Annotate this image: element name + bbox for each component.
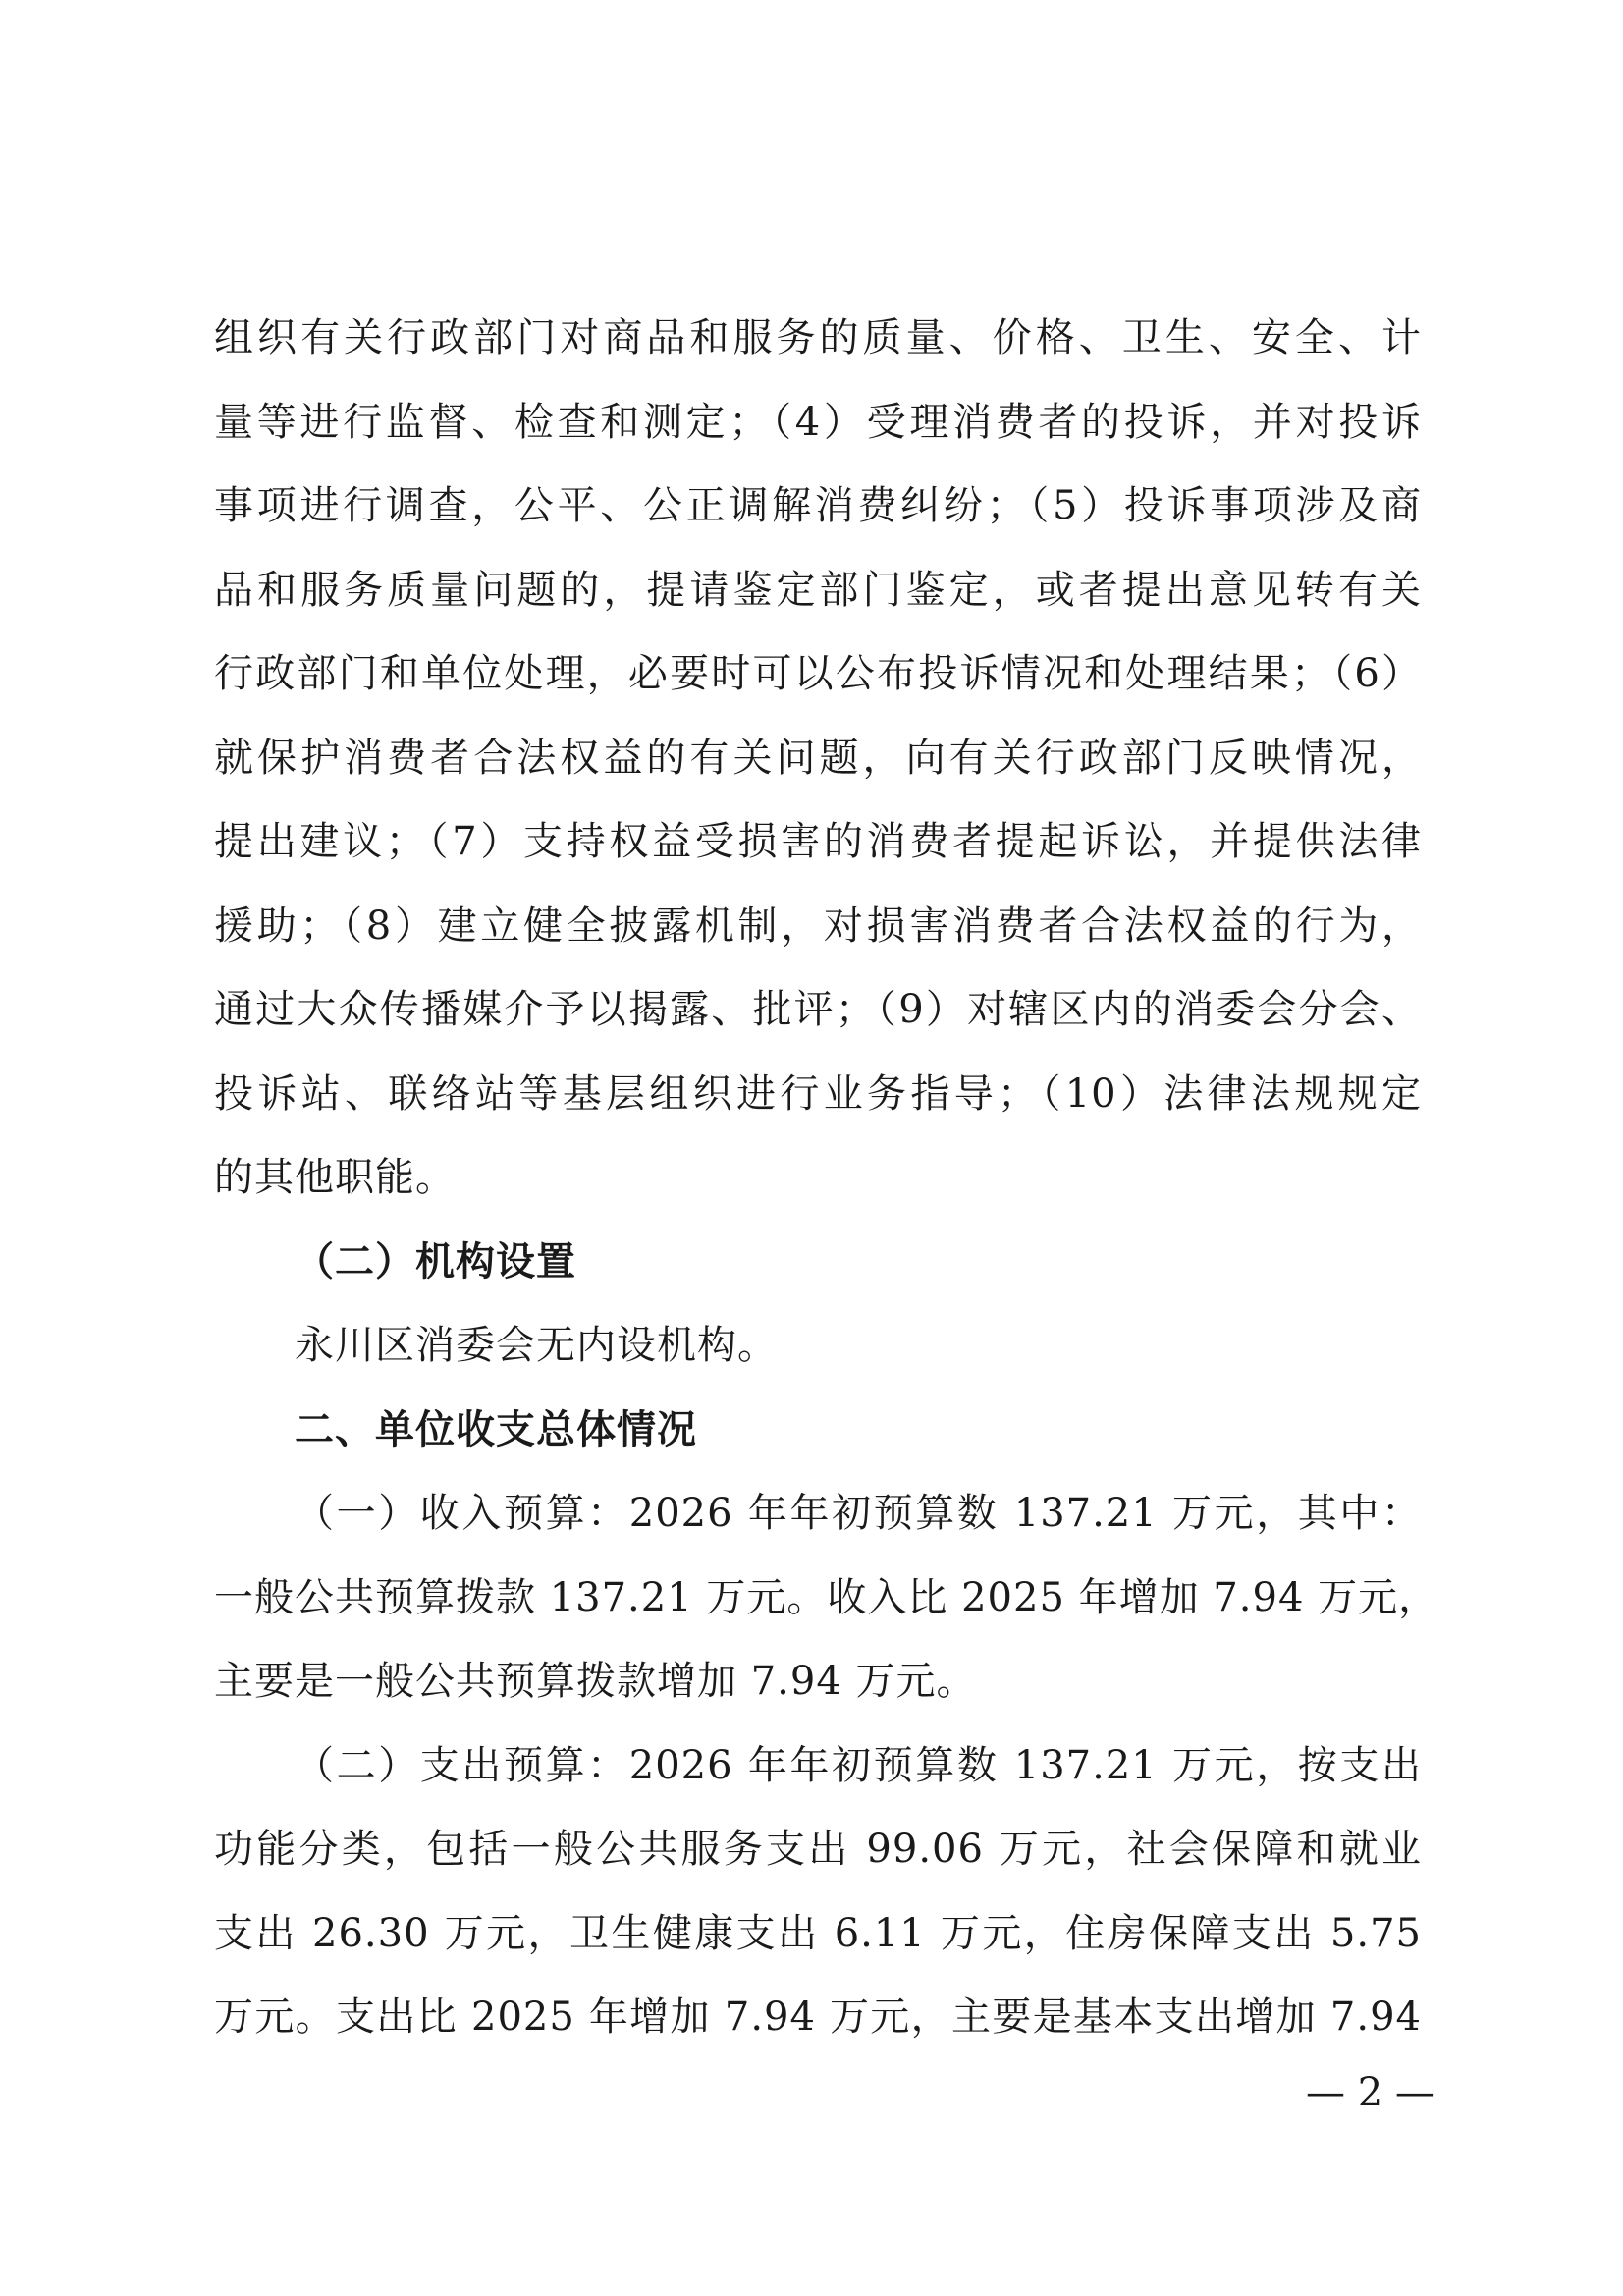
income-line-1: （一）收入预算：2026 年年初预算数 137.21 万元，其中：	[295, 1491, 1422, 1536]
income-line-3: 主要是一般公共预算拨款增加 7.94 万元。	[214, 1659, 977, 1704]
functions-line-9: 通过大众传播媒介予以揭露、批评；（9）对辖区内的消委会分会、	[214, 987, 1422, 1032]
functions-line-5: 行政部门和单位处理，必要时可以公布投诉情况和处理结果；（6）	[214, 651, 1422, 696]
org-section-text: 永川区消委会无内设机构。	[295, 1323, 778, 1368]
functions-line-2: 量等进行监督、检查和测定；（4）受理消费者的投诉，并对投诉	[214, 400, 1422, 445]
functions-line-3: 事项进行调查，公平、公正调解消费纠纷；（5）投诉事项涉及商	[214, 483, 1422, 528]
functions-line-10: 投诉站、联络站等基层组织进行业务指导；（10）法律法规规定	[214, 1071, 1422, 1117]
expense-line-1: （二）支出预算：2026 年年初预算数 137.21 万元，按支出	[295, 1743, 1422, 1788]
functions-line-1: 组织有关行政部门对商品和服务的质量、价格、卫生、安全、计	[214, 315, 1422, 360]
income-line-2: 一般公共预算拨款 137.21 万元。收入比 2025 年增加 7.94 万元，	[214, 1575, 1439, 1620]
expense-line-2: 功能分类，包括一般公共服务支出 99.06 万元，社会保障和就业	[214, 1827, 1422, 1872]
functions-line-4: 品和服务质量问题的，提请鉴定部门鉴定，或者提出意见转有关	[214, 568, 1422, 613]
org-section-heading: （二）机构设置	[295, 1238, 576, 1285]
functions-line-7: 提出建议；（7）支持权益受损害的消费者提起诉讼，并提供法律	[214, 819, 1422, 864]
expense-line-4: 万元。支出比 2025 年增加 7.94 万元，主要是基本支出增加 7.94	[214, 1995, 1422, 2040]
functions-line-11: 的其他职能。	[214, 1155, 456, 1200]
functions-line-8: 援助；（8）建立健全披露机制，对损害消费者合法权益的行为，	[214, 903, 1422, 949]
section-two-heading: 二、单位收支总体情况	[295, 1407, 697, 1452]
page-number: — 2 —	[1306, 2070, 1434, 2115]
functions-line-6: 就保护消费者合法权益的有关问题，向有关行政部门反映情况，	[214, 736, 1422, 781]
expense-line-3: 支出 26.30 万元，卫生健康支出 6.11 万元，住房保障支出 5.75	[214, 1911, 1422, 1956]
